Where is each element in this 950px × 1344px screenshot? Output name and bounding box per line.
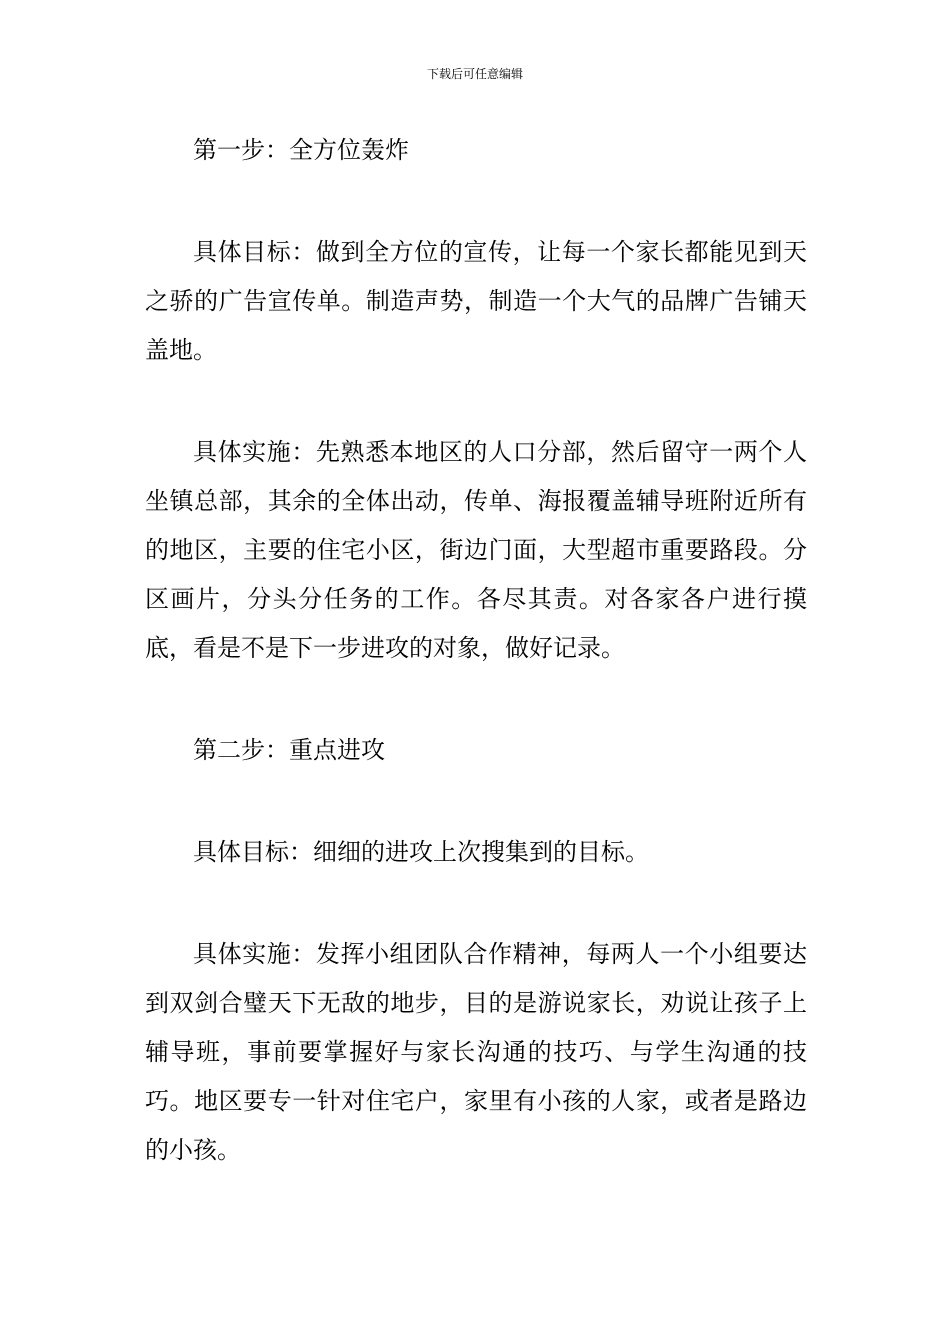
page-header-note: 下载后可任意编辑 [426, 67, 523, 81]
step-two-heading: 第二步：重点进攻 [193, 736, 385, 764]
document-body [145, 126, 807, 1228]
step-two-implementation-paragraph: 具体实施：发挥小组团队合作精神，每两人一个小组要达到双剑合璧天下无敌的地步，目的是游说家长，劝说让孩子上辅导班，事前要掌握好与家长沟通的技巧、与学生沟通的技巧。地区要专一针对住宅户，家里有小孩的人家，或者是路边的小孩。 [145, 940, 807, 1164]
step-one-implementation-paragraph: 具体实施：先熟悉本地区的人口分部，然后留守一两个人坐镇总部，其余的全体出动，传单、海报覆盖辅导班附近所有的地区，主要的住宅小区，街边门面，大型超市重要路段。分区画片，分头分任务的工作。各尽其责。对各家各户进行摸底，看是不是下一步进攻的对象，做好记录。 [145, 438, 807, 662]
step-two-goal-paragraph: 具体目标：细细的进攻上次搜集到的目标。 [193, 838, 649, 866]
step-one-heading: 第一步：全方位轰炸 [193, 136, 409, 164]
step-one-goal-paragraph: 具体目标：做到全方位的宣传，让每一个家长都能见到天之骄的广告宣传单。制造声势，制造一个大气的品牌广告铺天盖地。 [145, 238, 807, 364]
